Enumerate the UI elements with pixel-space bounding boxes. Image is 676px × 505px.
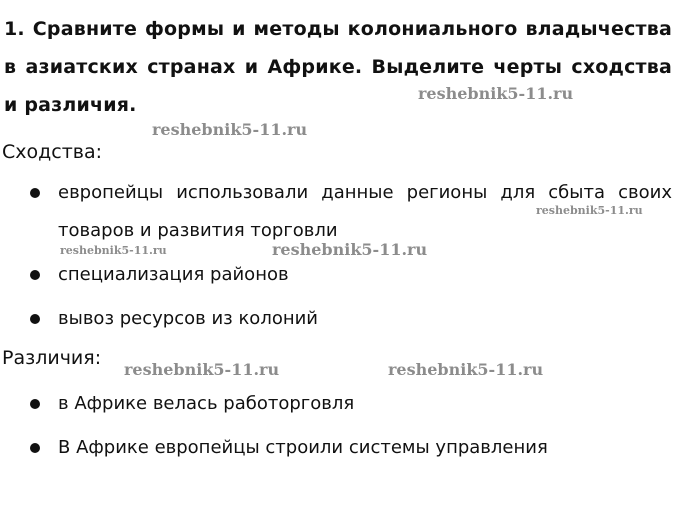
watermark: reshebnik5-11.ru bbox=[272, 240, 428, 259]
list-item bbox=[0, 300, 676, 338]
list-item-text: специализация районов bbox=[58, 264, 289, 285]
list-item-text: вывоз ресурсов из колоний bbox=[58, 308, 319, 329]
watermark: reshebnik5-11.ru bbox=[418, 84, 574, 103]
bullet-icon bbox=[30, 443, 40, 453]
differences-heading: Различия: bbox=[2, 347, 102, 369]
watermark: reshebnik5-11.ru bbox=[124, 360, 280, 379]
bullet-icon bbox=[30, 314, 40, 324]
bullet-icon bbox=[30, 188, 40, 198]
list-item-text: в Африке велась работорговля bbox=[58, 393, 355, 414]
task-question: 1. Сравните формы и методы колониального владычества в азиатских странах и Африке. Выделите черты сходства и различия. bbox=[4, 18, 672, 116]
list-item bbox=[0, 385, 676, 423]
similarities-heading: Сходства: bbox=[2, 141, 103, 163]
watermark: reshebnik5-11.ru bbox=[536, 204, 643, 217]
list-item bbox=[0, 256, 676, 294]
differences-list bbox=[0, 385, 676, 467]
watermark: reshebnik5-11.ru bbox=[388, 360, 544, 379]
list-item-text: европейцы использовали данные регионы для сбыта своих товаров и развития торговли bbox=[58, 182, 672, 241]
bullet-icon bbox=[30, 270, 40, 280]
list-item-text: В Африке европейцы строили системы управления bbox=[58, 437, 548, 458]
watermark: reshebnik5-11.ru bbox=[152, 120, 308, 139]
list-item bbox=[0, 429, 676, 467]
bullet-icon bbox=[30, 399, 40, 409]
watermark: reshebnik5-11.ru bbox=[60, 244, 167, 257]
